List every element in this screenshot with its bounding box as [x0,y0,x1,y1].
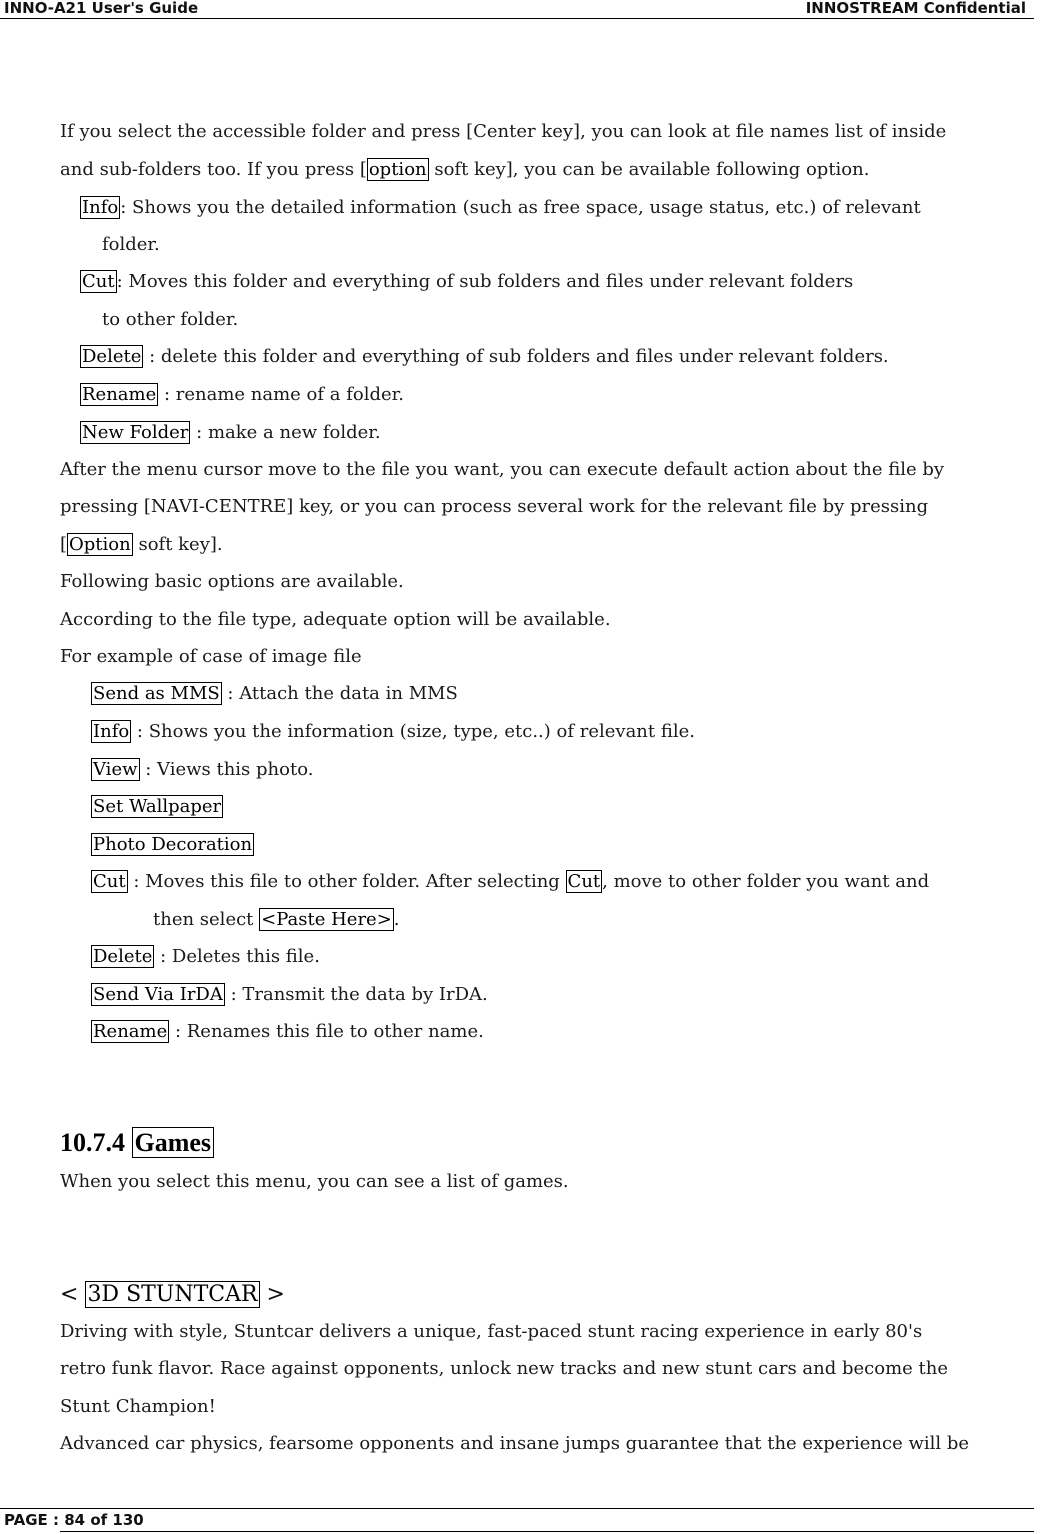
games-description: When you select this menu, you can see a list of games. [60,1171,569,1192]
option-soft-key-label: Option [69,534,131,555]
header-doc-title: INNO-A21 User's Guide [4,0,199,17]
intro-line-1: If you select the accessible folder and press [Center key], you can look at file names list of inside [60,121,947,142]
para2-line-5: According to the file type, adequate option will be available. [60,609,611,630]
stuntcar-title: 3D STUNTCAR [87,1282,258,1307]
stuntcar-line-4: Advanced car physics, fearsome opponents and insane jumps guarantee that the experience will be [60,1433,970,1454]
file-option-send-mms: Send as MMS : Attach the data in MMS [93,683,458,704]
file-option-view: View : Views this photo. [93,759,314,780]
file-option-send-irda: Send Via IrDA : Transmit the data by IrDA. [93,984,488,1005]
page-number: PAGE : 84 of 130 [4,1511,144,1529]
stuntcar-line-2: retro funk flavor. Race against opponents, unlock new tracks and new stunt cars and become the [60,1358,948,1379]
para2-line-4: Following basic options are available. [60,571,404,592]
file-option-rename: Rename : Renames this file to other name. [93,1021,484,1042]
folder-option-info: Info : Shows you the detailed information (such as free space, usage status, etc.) of relevant [82,197,921,218]
intro-line-2: and sub-folders too. If you press [ option soft key], you can be available following option. [60,159,870,180]
footer-underline [60,1531,1034,1532]
paste-here-label: <Paste Here> [261,909,392,930]
games-heading: 10.7.4 Games [60,1126,214,1160]
file-option-delete: Delete : Deletes this file. [93,946,320,967]
footer-rule [0,1508,1034,1509]
header-confidential: INNOSTREAM Confidential [805,0,1026,17]
page-header [0,0,1034,19]
folder-option-rename: Rename : rename name of a folder. [82,384,405,405]
file-option-info: Info : Shows you the information (size, type, etc..) of relevant file. [93,721,695,742]
file-option-photo-decoration: Photo Decoration [93,834,253,855]
folder-option-new-folder: New Folder : make a new folder. [82,422,381,443]
para2-line-6: For example of case of image file [60,646,362,667]
para2-line-3: [ Option soft key]. [60,534,223,555]
folder-option-cut: Cut : Moves this folder and everything of sub folders and files under relevant folders [82,271,854,292]
file-option-cut: Cut : Moves this file to other folder. After selecting Cut , move to other folder you want and [93,871,930,892]
file-option-set-wallpaper: Set Wallpaper [93,796,222,817]
games-title: Games [132,1127,215,1158]
para2-line-1: After the menu cursor move to the file you want, you can execute default action about the file by [60,459,945,480]
folder-option-delete: Delete : delete this folder and everything of sub folders and files under relevant folders. [82,346,889,367]
option-key-label: option [368,159,427,180]
stuntcar-line-3: Stunt Champion! [60,1396,216,1417]
file-option-cut-cont: then select <Paste Here> . [153,909,400,930]
stuntcar-heading: < 3D STUNTCAR > [60,1282,285,1307]
para2-line-2: pressing [NAVI-CENTRE] key, or you can process several work for the relevant file by pressing [60,496,929,517]
folder-option-cut-cont: to other folder. [102,309,239,330]
navi-centre-key: NAVI-CENTRE [150,496,287,517]
stuntcar-line-1: Driving with style, Stuntcar delivers a unique, fast-paced stunt racing experience in early 80's [60,1321,923,1342]
folder-option-info-cont: folder. [102,234,160,255]
